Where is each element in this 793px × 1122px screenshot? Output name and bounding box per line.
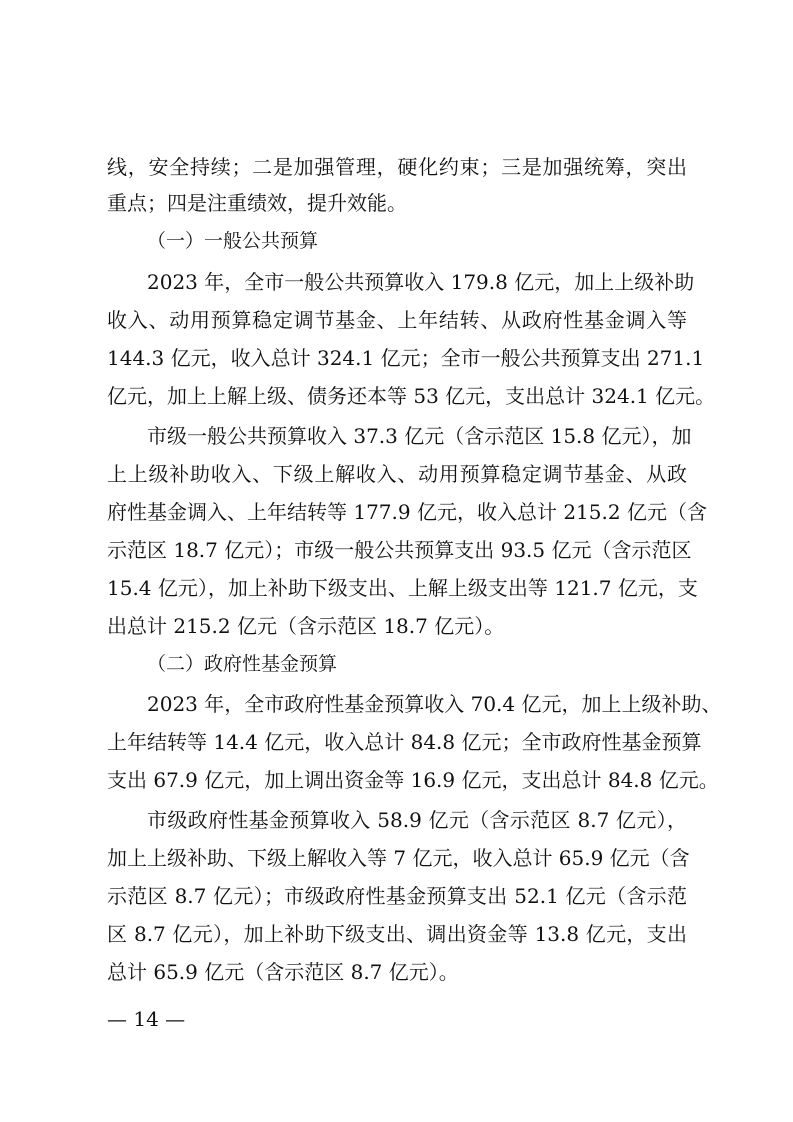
s2-p2-line-4: 区 8.7 亿元），加上补助下级支出、调出资金等 13.8 亿元，支出	[107, 922, 687, 946]
s2-p2-line-3: 示范区 8.7 亿元）；市级政府性基金预算支出 52.1 亿元（含示范	[107, 884, 687, 908]
s2-p2-line-1: 市级政府性基金预算收入 58.9 亿元（含示范区 8.7 亿元），	[147, 808, 687, 832]
s1-p2-line-6: 出总计 215.2 亿元（含示范区 18.7 亿元）。	[107, 614, 505, 638]
s1-p1-line-4: 亿元，加上上解上级、债务还本等 53 亿元，支出总计 324.1 亿元。	[107, 384, 716, 408]
intro-line-2: 重点；四是注重绩效，提升效能。	[107, 191, 407, 215]
intro-line-1: 线，安全持续；二是加强管理，硬化约束；三是加强统筹，突出	[107, 155, 687, 179]
s1-p1-line-3: 144.3 亿元，收入总计 324.1 亿元；全市一般公共预算支出 271.1	[107, 346, 705, 370]
s1-p2-line-4: 示范区 18.7 亿元）；市级一般公共预算支出 93.5 亿元（含示范区	[107, 538, 692, 562]
s2-p2-line-5: 总计 65.9 亿元（含示范区 8.7 亿元）。	[107, 960, 459, 984]
section2-heading: （二）政府性基金预算	[147, 653, 338, 675]
s2-p1-line-1: 2023 年，全市政府性基金预算收入 70.4 亿元，加上上级补助、	[147, 692, 722, 716]
s1-p2-line-1: 市级一般公共预算收入 37.3 亿元（含示范区 15.8 亿元），加	[147, 424, 692, 448]
s1-p1-line-1: 2023 年，全市一般公共预算收入 179.8 亿元，加上上级补助	[147, 270, 695, 294]
s1-p2-line-3: 府性基金调入、上年结转等 177.9 亿元，收入总计 215.2 亿元（含	[107, 500, 707, 524]
s2-p1-line-2: 上年结转等 14.4 亿元，收入总计 84.8 亿元；全市政府性基金预算	[107, 730, 702, 754]
page-number: — 14 —	[107, 1007, 186, 1031]
s2-p2-line-2: 加上上级补助、下级上解收入等 7 亿元，收入总计 65.9 亿元（含	[107, 846, 690, 870]
s1-p1-line-2: 收入、动用预算稳定调节基金、上年结转、从政府性基金调入等	[107, 308, 687, 332]
s2-p1-line-3: 支出 67.9 亿元，加上调出资金等 16.9 亿元，支出总计 84.8 亿元。	[107, 768, 719, 792]
s1-p2-line-5: 15.4 亿元），加上补助下级支出、上解上级支出等 121.7 亿元，支	[107, 576, 698, 600]
section1-heading: （一）一般公共预算	[147, 230, 319, 252]
s1-p2-line-2: 上上级补助收入、下级上解收入、动用预算稳定调节基金、从政	[107, 462, 687, 486]
